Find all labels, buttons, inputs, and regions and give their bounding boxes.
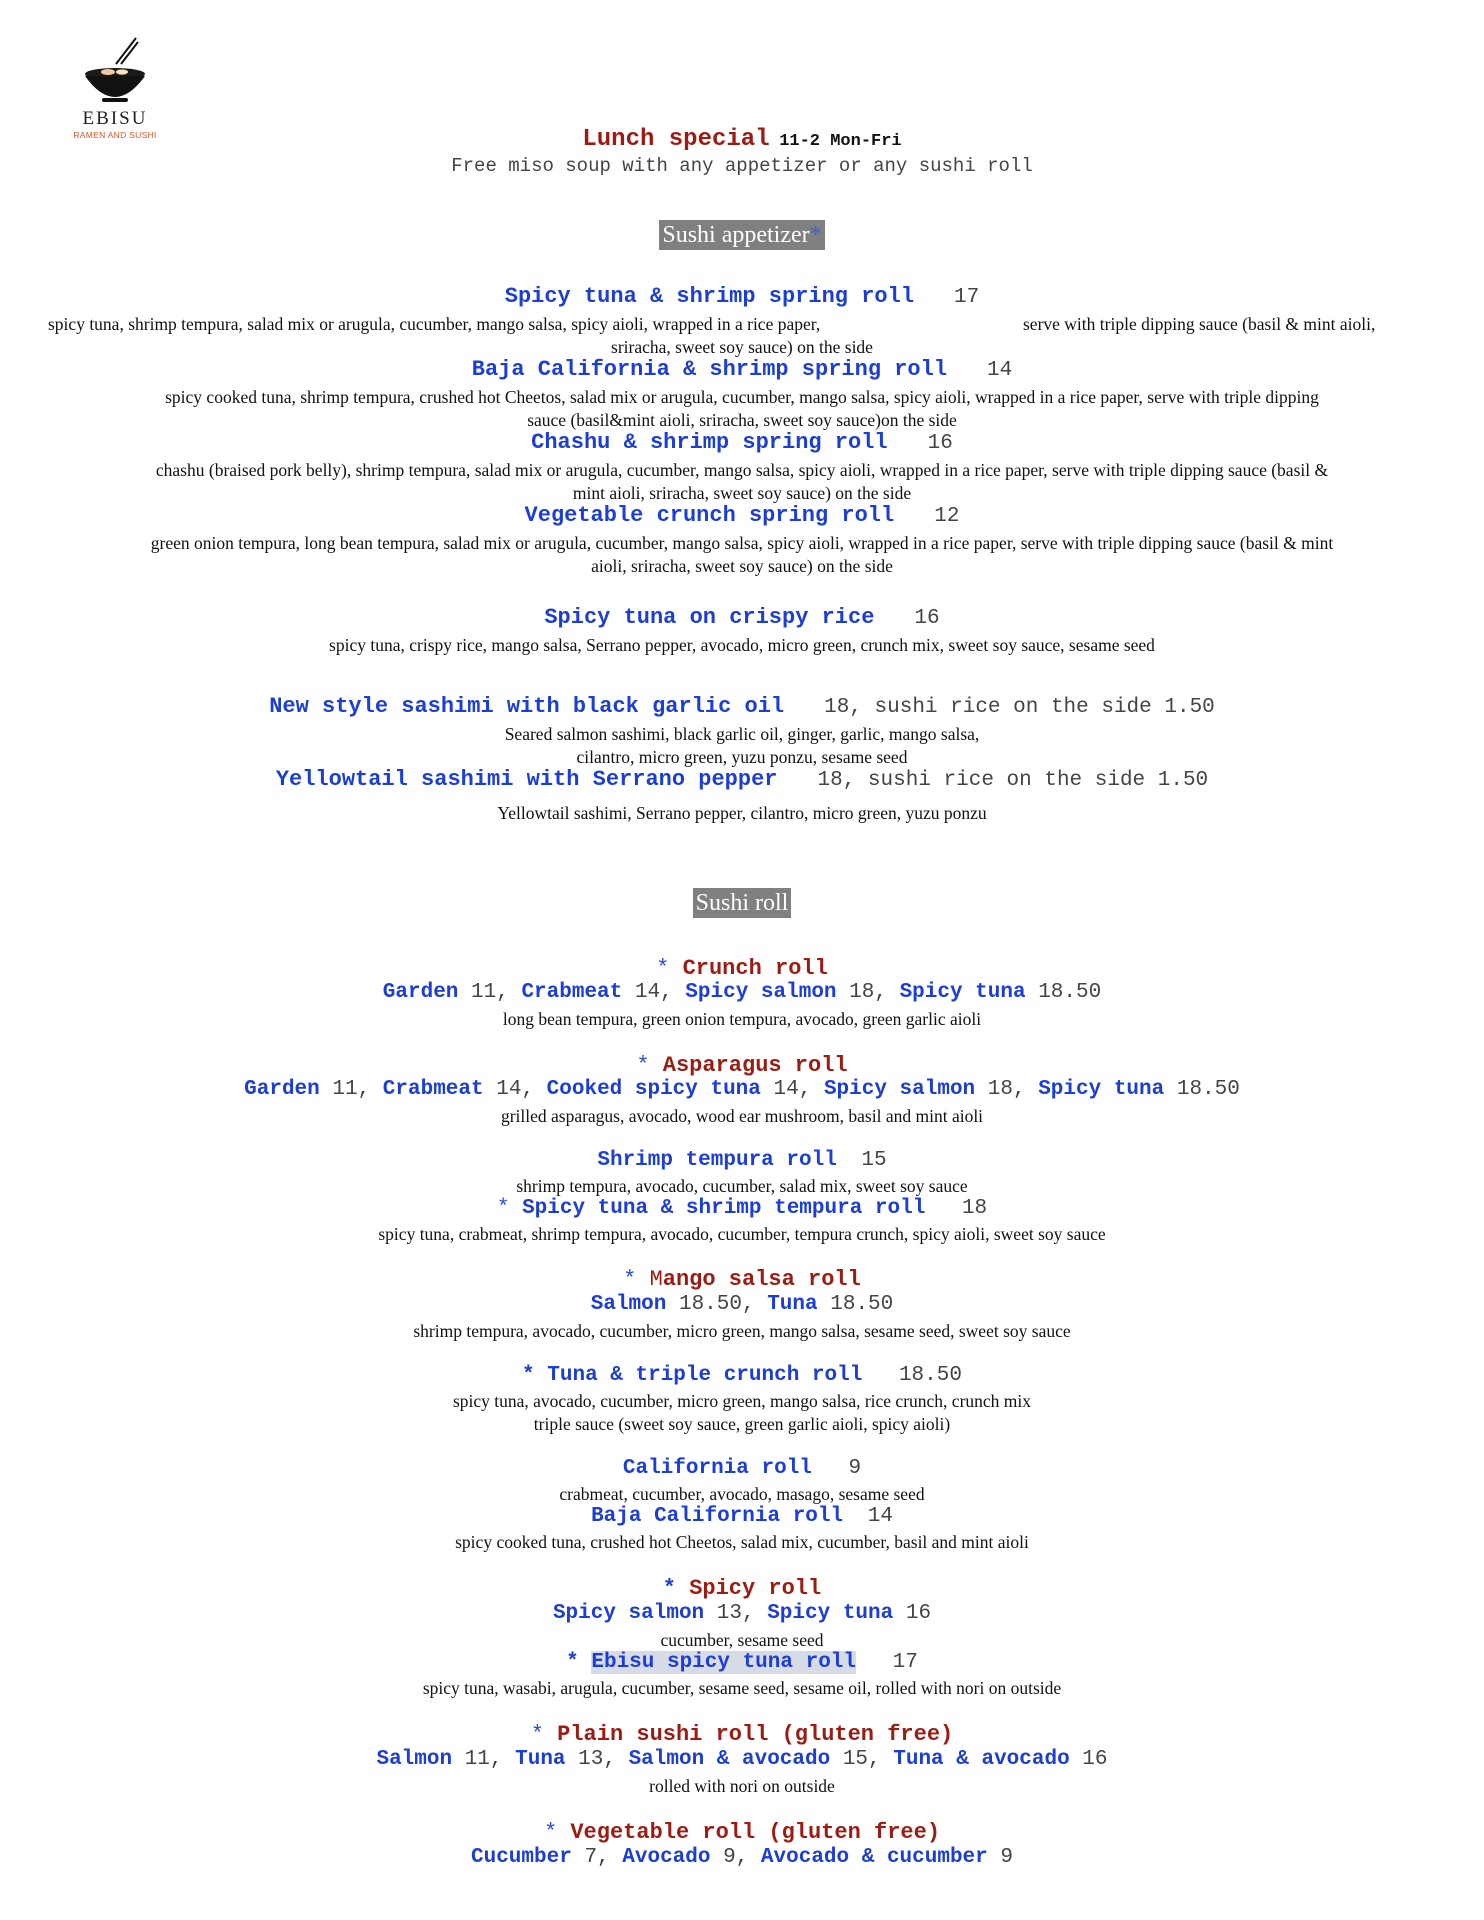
item-price: 16 [914, 607, 940, 630]
logo-brand: EBISU [82, 108, 148, 129]
option-name: Tuna [515, 1748, 566, 1771]
item-description: sriracha, sweet soy sauce) on the side [611, 337, 873, 357]
rolls-heading-text: Sushi roll [693, 888, 792, 918]
item-price: 16 [927, 432, 953, 455]
roll-group-name: Plain sushi roll (gluten free) [557, 1722, 954, 1747]
menu-item-title [0, 503, 1484, 528]
roll-price: 18 [961, 1197, 988, 1220]
roll-description: shrimp tempura, avocado, cucumber, micro green, mango salsa, sesame seed, sweet soy sauce [413, 1321, 1071, 1341]
item-description: serve with triple dipping sauce (basil & mint aioli, [1023, 314, 1376, 334]
menu-item-title [0, 430, 1484, 455]
roll-group-name: Crunch roll [682, 956, 828, 981]
roll-description: grilled asparagus, avocado, wood ear mushroom, basil and mint aioli [500, 1106, 984, 1126]
roll-title [0, 1457, 1484, 1480]
star-marker: * [496, 1197, 510, 1220]
option-name: Salmon & avocado [628, 1748, 831, 1771]
roll-group-name: Spicy roll [689, 1576, 822, 1601]
menu-item-title [0, 767, 1484, 792]
star-marker: * [623, 1267, 637, 1292]
option-name: Spicy tuna [899, 981, 1026, 1004]
option-price: 16 [905, 1602, 932, 1625]
roll-group-name: Vegetable roll (gluten free) [570, 1820, 941, 1845]
item-price: 12 [934, 505, 960, 528]
roll-price: 15 [861, 1149, 887, 1172]
roll-options [0, 1846, 1484, 1869]
roll-title [0, 1149, 1484, 1172]
option-name: Garden [382, 981, 459, 1004]
appetizer-heading-star: * [809, 222, 822, 248]
roll-description: shrimp tempura, avocado, cucumber, salad mix, sweet soy sauce [516, 1176, 968, 1196]
ramen-bowl-icon [78, 36, 152, 106]
star-marker: * [543, 1820, 558, 1845]
item-description: mint aioli, sriracha, sweet soy sauce) on the side [572, 483, 912, 503]
option-price: 13, [716, 1602, 755, 1625]
option-price: 16 [1082, 1748, 1108, 1771]
menu-item-title [0, 605, 1484, 630]
option-name: Spicy salmon [685, 981, 837, 1004]
option-price: 18, [987, 1078, 1026, 1101]
option-price: 14, [634, 981, 673, 1004]
item-name: Chashu & shrimp spring roll [531, 430, 888, 455]
roll-name: California roll [622, 1457, 812, 1480]
item-description: green onion tempura, long bean tempura, salad mix or arugula, cucumber, mango salsa, spicy aioli, wrapped in a rice paper, serve with triple dipping sauce (basil & mint [150, 533, 1334, 553]
roll-options [0, 1078, 1484, 1101]
roll-name: Tuna & triple crunch roll [547, 1364, 863, 1387]
lunch-special-header [0, 126, 1484, 153]
roll-description: rolled with nori on outside [649, 1776, 835, 1796]
roll-group-name-first: M [649, 1267, 663, 1292]
item-name: Baja California & shrimp spring roll [471, 357, 948, 382]
option-name: Tuna [767, 1293, 818, 1316]
option-name: Spicy tuna [1038, 1078, 1165, 1101]
item-name: Yellowtail sashimi with Serrano pepper [275, 767, 778, 792]
option-name: Crabmeat [521, 981, 623, 1004]
roll-title [0, 1197, 1484, 1220]
menu-item-title [0, 694, 1484, 719]
roll-title [0, 1505, 1484, 1528]
option-price: 11, [464, 1748, 503, 1771]
item-description: spicy tuna, crispy rice, mango salsa, Serrano pepper, avocado, micro green, crunch mix, sweet soy sauce, sesame seed [329, 635, 1155, 655]
roll-name: Shrimp tempura roll [597, 1149, 837, 1172]
roll-name: Spicy tuna & shrimp tempura roll [522, 1197, 926, 1220]
item-description: chashu (braised pork belly), shrimp tempura, salad mix or arugula, cucumber, mango salsa, spicy aioli, wrapped in a rice paper, serve with triple dipping sauce (basil & [155, 460, 1329, 480]
option-price: 9, [723, 1846, 749, 1869]
roll-description: crabmeat, cucumber, avocado, masago, sesame seed [559, 1484, 925, 1504]
item-description: Seared salmon sashimi, black garlic oil, ginger, garlic, mango salsa, [504, 724, 980, 744]
option-price: 18, [849, 981, 887, 1004]
roll-options [0, 1748, 1484, 1771]
option-name: Tuna & avocado [893, 1748, 1070, 1771]
star-marker: * [662, 1576, 676, 1601]
roll-price: 18.50 [898, 1364, 962, 1387]
option-name: Cucumber [471, 1846, 572, 1869]
option-price: 18.50, [678, 1293, 755, 1316]
star-marker: * [530, 1722, 544, 1747]
roll-name-star: * [566, 1651, 579, 1674]
roll-group-title [0, 1820, 1484, 1845]
roll-group-title [0, 1267, 1484, 1292]
item-description: sauce (basil&mint aioli, sriracha, sweet soy sauce)on the side [527, 410, 957, 430]
option-price: 18.50 [1038, 981, 1102, 1004]
item-price: 17 [954, 286, 980, 309]
roll-title [0, 1364, 1484, 1387]
roll-title [0, 1651, 1484, 1674]
option-price: 14, [773, 1078, 812, 1101]
option-name: Salmon [590, 1293, 667, 1316]
roll-name-highlighted: Ebisu spicy tuna roll [591, 1651, 857, 1674]
roll-description: spicy tuna, crabmeat, shrimp tempura, avocado, cucumber, tempura crunch, spicy aioli, sweet soy sauce [378, 1224, 1106, 1244]
roll-group-title [0, 956, 1484, 981]
option-price: 18.50 [830, 1293, 894, 1316]
lunch-special-hours: 11-2 Mon-Fri [779, 132, 902, 151]
option-name: Spicy salmon [823, 1078, 976, 1101]
menu-item-title [0, 284, 1484, 309]
item-name: New style sashimi with black garlic oil [269, 694, 785, 719]
option-name: Spicy salmon [552, 1602, 705, 1625]
roll-name: Baja California roll [591, 1505, 844, 1528]
appetizer-heading-text: Sushi appetizer [662, 222, 810, 248]
option-name: Salmon [376, 1748, 453, 1771]
item-description: spicy tuna, shrimp tempura, salad mix or arugula, cucumber, mango salsa, spicy aioli, wrapped in a rice paper, [48, 314, 821, 334]
roll-description: cucumber, sesame seed [660, 1630, 824, 1650]
item-price: 18, sushi rice on the side 1.50 [824, 696, 1215, 719]
option-price: 15, [842, 1748, 881, 1771]
roll-price: 9 [848, 1457, 862, 1480]
roll-description: spicy tuna, wasabi, arugula, cucumber, sesame seed, sesame oil, rolled with nori on outside [422, 1678, 1062, 1698]
option-name: Spicy tuna [767, 1602, 894, 1625]
item-price: 14 [987, 359, 1013, 382]
roll-price: 17 [892, 1651, 918, 1674]
option-name: Avocado [622, 1846, 711, 1869]
roll-description: triple sauce (sweet soy sauce, green garlic aioli, spicy aioli) [533, 1414, 951, 1434]
item-name: Spicy tuna on crispy rice [544, 605, 875, 630]
roll-options [0, 1602, 1484, 1625]
lunch-special-title: Lunch special [582, 126, 770, 153]
appetizer-section-heading [0, 220, 1484, 250]
item-description: aioli, sriracha, sweet soy sauce) on the side [591, 556, 893, 576]
item-description: Yellowtail sashimi, Serrano pepper, cilantro, micro green, yuzu ponzu [497, 803, 987, 823]
roll-group-name: ango salsa roll [662, 1267, 861, 1292]
roll-description: long bean tempura, green onion tempura, avocado, green garlic aioli [502, 1009, 982, 1029]
option-price: 18.50 [1176, 1078, 1240, 1101]
option-price: 14, [496, 1078, 535, 1101]
option-price: 9 [1000, 1846, 1013, 1869]
roll-group-title [0, 1576, 1484, 1601]
roll-group-title [0, 1722, 1484, 1747]
roll-options [0, 981, 1484, 1004]
roll-group-title [0, 1053, 1484, 1078]
roll-name-star: * [522, 1364, 535, 1387]
lunch-special-subtitle: Free miso soup with any appetizer or any sushi roll [451, 155, 1033, 177]
item-description: spicy cooked tuna, shrimp tempura, crushed hot Cheetos, salad mix or arugula, cucumber, mango salsa, spicy aioli, wrapped in a rice paper, serve with triple dipping [165, 387, 1319, 407]
option-price: 13, [578, 1748, 616, 1771]
option-price: 11, [471, 981, 509, 1004]
option-name: Cooked spicy tuna [546, 1078, 761, 1101]
item-price: 18, sushi rice on the side 1.50 [817, 769, 1209, 792]
option-name: Avocado & cucumber [760, 1846, 988, 1869]
star-marker: * [636, 1053, 650, 1078]
roll-description: spicy cooked tuna, crushed hot Cheetos, salad mix, cucumber, basil and mint aioli [455, 1532, 1029, 1552]
star-marker: * [656, 956, 670, 981]
menu-item-title [0, 357, 1484, 382]
option-name: Garden [244, 1078, 320, 1101]
roll-price: 14 [867, 1505, 893, 1528]
option-price: 7, [584, 1846, 610, 1869]
roll-options [0, 1293, 1484, 1316]
rolls-section-heading [0, 888, 1484, 918]
roll-group-name: Asparagus roll [662, 1053, 848, 1078]
logo-tagline: RAMEN AND SUSHI [73, 130, 157, 140]
option-price: 11, [332, 1078, 371, 1101]
roll-description: spicy tuna, avocado, cucumber, micro green, mango salsa, rice crunch, crunch mix [452, 1391, 1032, 1411]
item-description: cilantro, micro green, yuzu ponzu, sesame seed [576, 747, 908, 767]
option-name: Crabmeat [382, 1078, 484, 1101]
item-name: Spicy tuna & shrimp spring roll [504, 284, 915, 309]
item-name: Vegetable crunch spring roll [524, 503, 895, 528]
